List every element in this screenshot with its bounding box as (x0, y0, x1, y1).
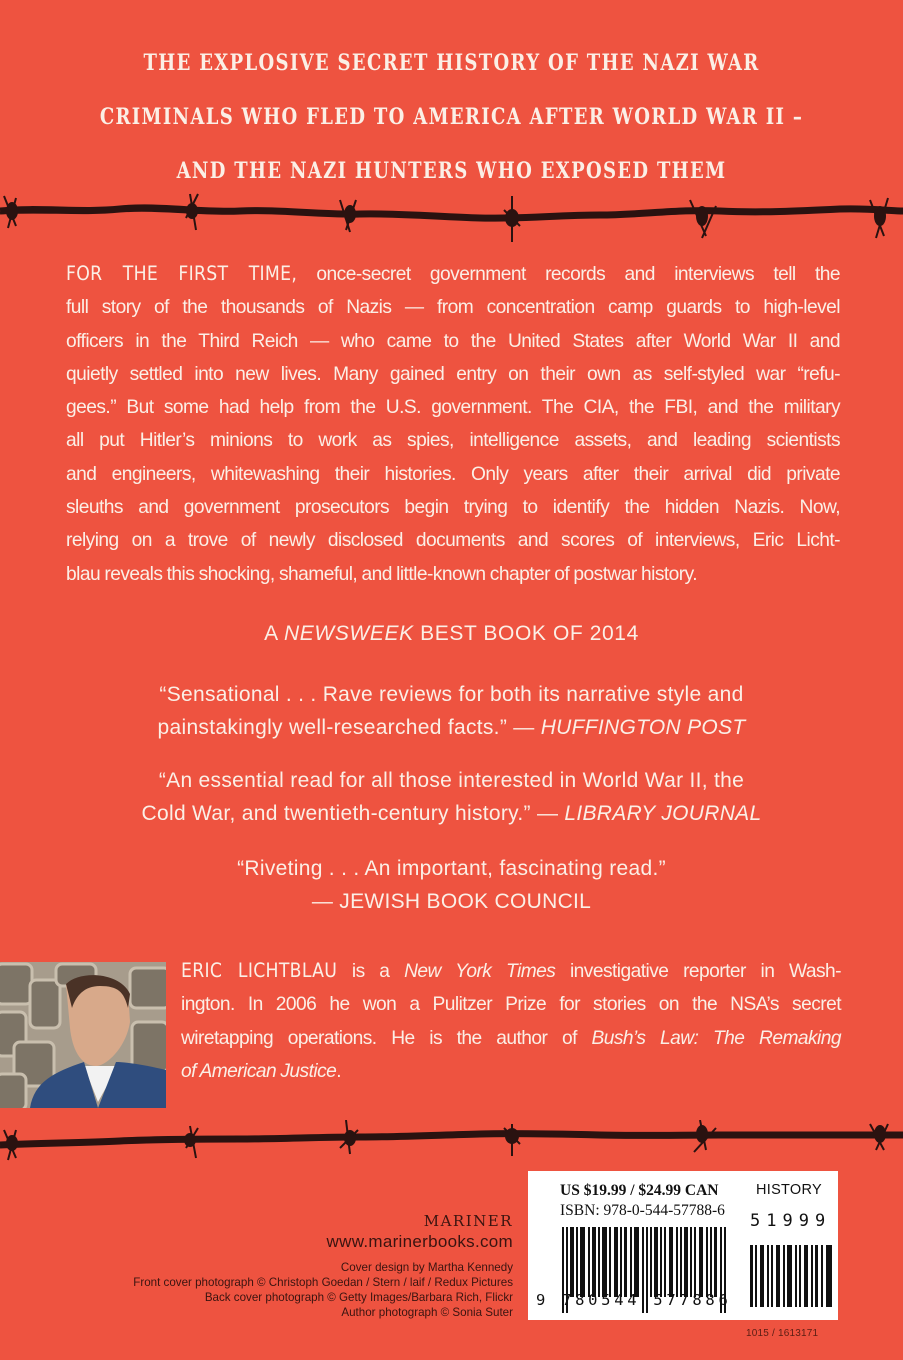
headline-line-2: CRIMINALS WHO FLED TO AMERICA AFTER WORLD WAR II – (99, 104, 804, 130)
publisher-url[interactable]: www.marinerbooks.com (326, 1232, 513, 1251)
review-quote: “Sensational . . . Rave reviews for both its narrative style and painstakingly well-researched facts.” — HUFFINGTON POST (157, 683, 746, 739)
blurb-line: quietly settled into new lives. Many gained entry on their own as self-styled war “refu- (66, 363, 840, 385)
blurb-line: and engineers, whitewashing their histories. Only years after their arrival did private (66, 463, 840, 485)
photo-credits: Cover design by Martha Kennedy Front cover photograph © Christoph Goedan / Stern / laif / Redux Pictures Back cover photograph © Getty Images/Barbara Rich, Flickr Author photograph © Sonia Suter (133, 1261, 513, 1319)
review-source: LIBRARY JOURNAL (564, 802, 762, 825)
headline (81, 36, 821, 198)
description-blurb: FOR THE FIRST TIME, once-secret government records and interviews tell the full story of the thousands of Nazis — from concentration camp guards to high-level officers in the Third Reich — who came to the United States after World War II and quietly settled into new lives. Many gained entry on their own as self-styled war “refu- gees.” But some had help from the U.S. government. The CIA, the FBI, and the military all put Hitler’s minions to work as spies, intelligence assets, and leading scientists and engineers, whitewashing their histories. Only years after their arrival did private sleuths and government prosecutors begin trying to identify the hidden Nazis. Now, relying on a trove of newly disclosed documents and scores of interviews, Eric Licht- blau reveals this shocking, shameful, and little-known chapter of postwar history. (66, 257, 840, 591)
publisher-block (133, 1212, 513, 1320)
blurb-line: sleuths and government prosecutors begin trying to identify the hidden Nazis. Now, (66, 497, 840, 519)
review-source: HUFFINGTON POST (540, 716, 746, 739)
blurb-lead: FOR THE FIRST TIME, (66, 262, 298, 285)
addon-barcode-icon (750, 1245, 834, 1307)
addon-digits: 51999 (750, 1211, 832, 1231)
barcode-box (528, 1171, 838, 1320)
review-quote: “Riveting . . . An important, fascinating read.” — JEWISH BOOK COUNCIL (0, 852, 903, 918)
publisher-name: MARINER (423, 1212, 513, 1230)
blurb-line: full story of the thousands of Nazis — from concentration camp guards to high-level (66, 297, 840, 319)
blurb-line: gees.” But some had help from the U.S. government. The CIA, the FBI, and the military (66, 397, 840, 419)
author-bio: ERIC LICHTBLAU is a New York Times investigative reporter in Wash- ington. In 2006 he won a Pulitzer Prize for stories on the NSA’s secret wiretapping operations. He is the author of Bush’s Law: The Remaking of American Justice. (181, 959, 841, 1082)
headline-line-1: THE EXPLOSIVE SECRET HISTORY OF THE NAZI WAR (143, 50, 760, 76)
isbn-label: ISBN: 978-0-544-57788-6 (560, 1202, 725, 1219)
award-publication: NEWSWEEK (284, 622, 414, 645)
document-number: 1015 / 1613171 (746, 1328, 819, 1339)
review-source: — JEWISH BOOK COUNCIL (311, 890, 592, 913)
barcode-digits: 9 780544 577886 (536, 1291, 732, 1309)
blurb-line: blau reveals this shocking, shameful, and little-known chapter of postwar history. (66, 563, 698, 585)
barbed-wire-icon (0, 186, 903, 246)
award-line: A NEWSWEEK BEST BOOK OF 2014 (264, 622, 639, 645)
author-photo (0, 962, 166, 1108)
review-quote: “An essential read for all those interested in World War II, the Cold War, and twentieth-century history.” — LIBRARY JOURNAL (141, 769, 762, 825)
price-label: US $19.99 / $24.99 CAN (560, 1182, 719, 1199)
blurb-line: officers in the Third Reich — who came to the United States after World War II and (66, 330, 840, 352)
category-label: HISTORY (755, 1182, 822, 1198)
blurb-line: all put Hitler’s minions to work as spies, intelligence assets, and leading scientists (66, 430, 840, 452)
author-name: ERIC LICHTBLAU (181, 959, 338, 982)
author-portrait-icon (0, 962, 166, 1108)
blurb-line: relying on a trove of newly disclosed documents and scores of interviews, Eric Licht- (66, 530, 840, 552)
headline-line-3: AND THE NAZI HUNTERS WHO EXPOSED THEM (176, 158, 727, 184)
